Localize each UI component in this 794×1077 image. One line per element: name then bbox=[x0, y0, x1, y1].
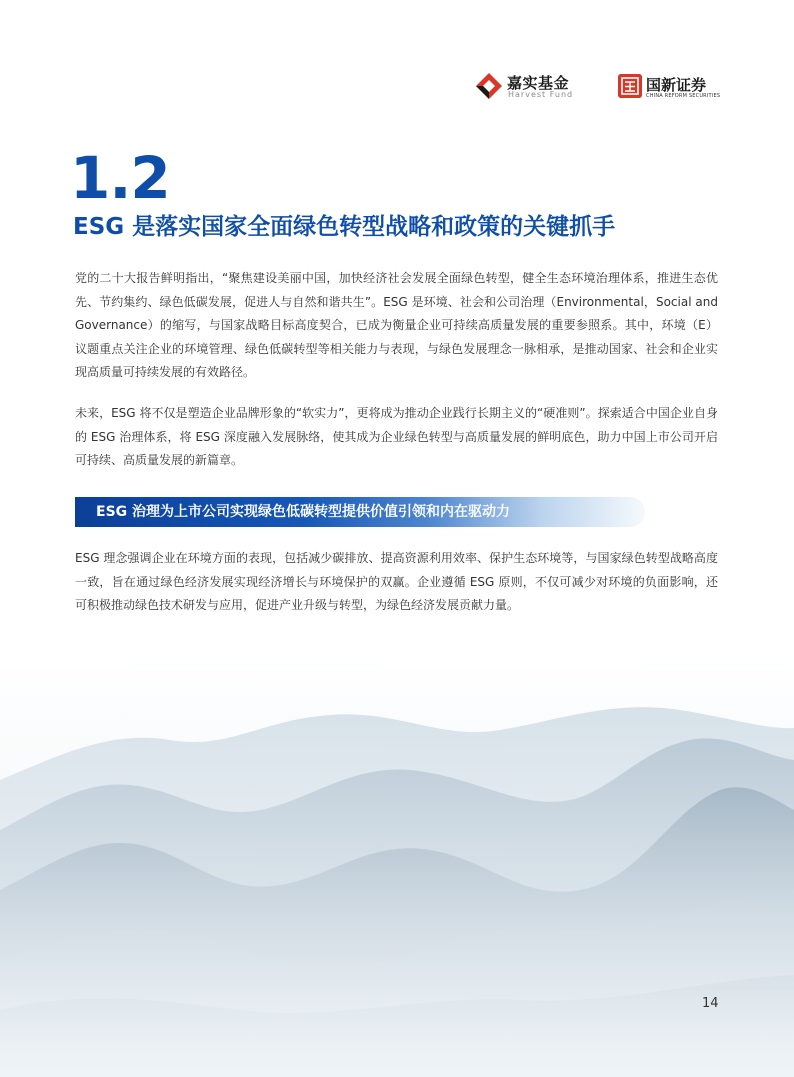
body-paragraph-2: 未来，ESG 将不仅是塑造企业品牌形象的“软实力”，更将成为推动企业践行长期主义的“硬准则”。探索适合中国企业自身的 ESG 治理体系，将 ESG 深度融入发展脉络，使其成为企业绿色转型与高质量发展的鲜明底色，助力中国上市公司开启可持续、高质量发展的新篇章。 bbox=[75, 406, 718, 467]
harvest-fund-logo bbox=[474, 71, 584, 101]
harvest-fund-english-name: Harvest Fund bbox=[508, 90, 574, 99]
china-reform-securities-logo-icon bbox=[618, 74, 642, 98]
body-paragraph-1: 党的二十大报告鲜明指出，“聚焦建设美丽中国，加快经济社会发展全面绿色转型，健全生态环境治理体系，推进生态优先、节约集约、绿色低碳发展，促进人与自然和谐共生”。ESG 是环境、社会和公司治理（Environmental，Social and Governance）的缩写，与国家战略目标高度契合，已成为衡量企业可持续高质量发展的重要参照系。其中，环境（E）议题重点关注企业的环境管理、绿色低碳转型等相关能力与表现，与绿色发展理念一脉相承，是推动国家、社会和企业实现高质量可持续发展的有效路径。 bbox=[75, 271, 718, 379]
china-reform-securities-english-name: CHINA REFORM SECURITIES bbox=[646, 93, 721, 99]
harvest-fund-name: 嘉实基金 bbox=[507, 74, 570, 92]
body-paragraph-3: ESG 理念强调企业在环境方面的表现，包括减少碳排放、提高资源利用效率、保护生态环境等，与国家绿色转型战略高度一致，旨在通过绿色经济发展实现经济增长与环境保护的双赢。企业遵循 ESG 原则，不仅可减少对环境的负面影响，还可积极推动绿色技术研发与应用，促进产业升级与转型，为绿色经济发展贡献力量。 bbox=[75, 551, 718, 612]
highlight-banner-text: ESG 治理为上市公司实现绿色低碳转型提供价值引领和内在驱动力 bbox=[96, 504, 511, 520]
china-reform-securities-name: 国新证券 bbox=[646, 76, 707, 94]
china-reform-securities-logo bbox=[618, 74, 722, 102]
page-number: 14 bbox=[702, 996, 719, 1011]
section-number: 1.2 bbox=[70, 144, 170, 212]
highlight-banner bbox=[75, 497, 645, 527]
section-title: ESG 是落实国家全面绿色转型战略和政策的关键抓手 bbox=[73, 214, 616, 240]
harvest-fund-logo-icon bbox=[474, 71, 504, 101]
mountain-landscape-image bbox=[0, 660, 794, 1077]
